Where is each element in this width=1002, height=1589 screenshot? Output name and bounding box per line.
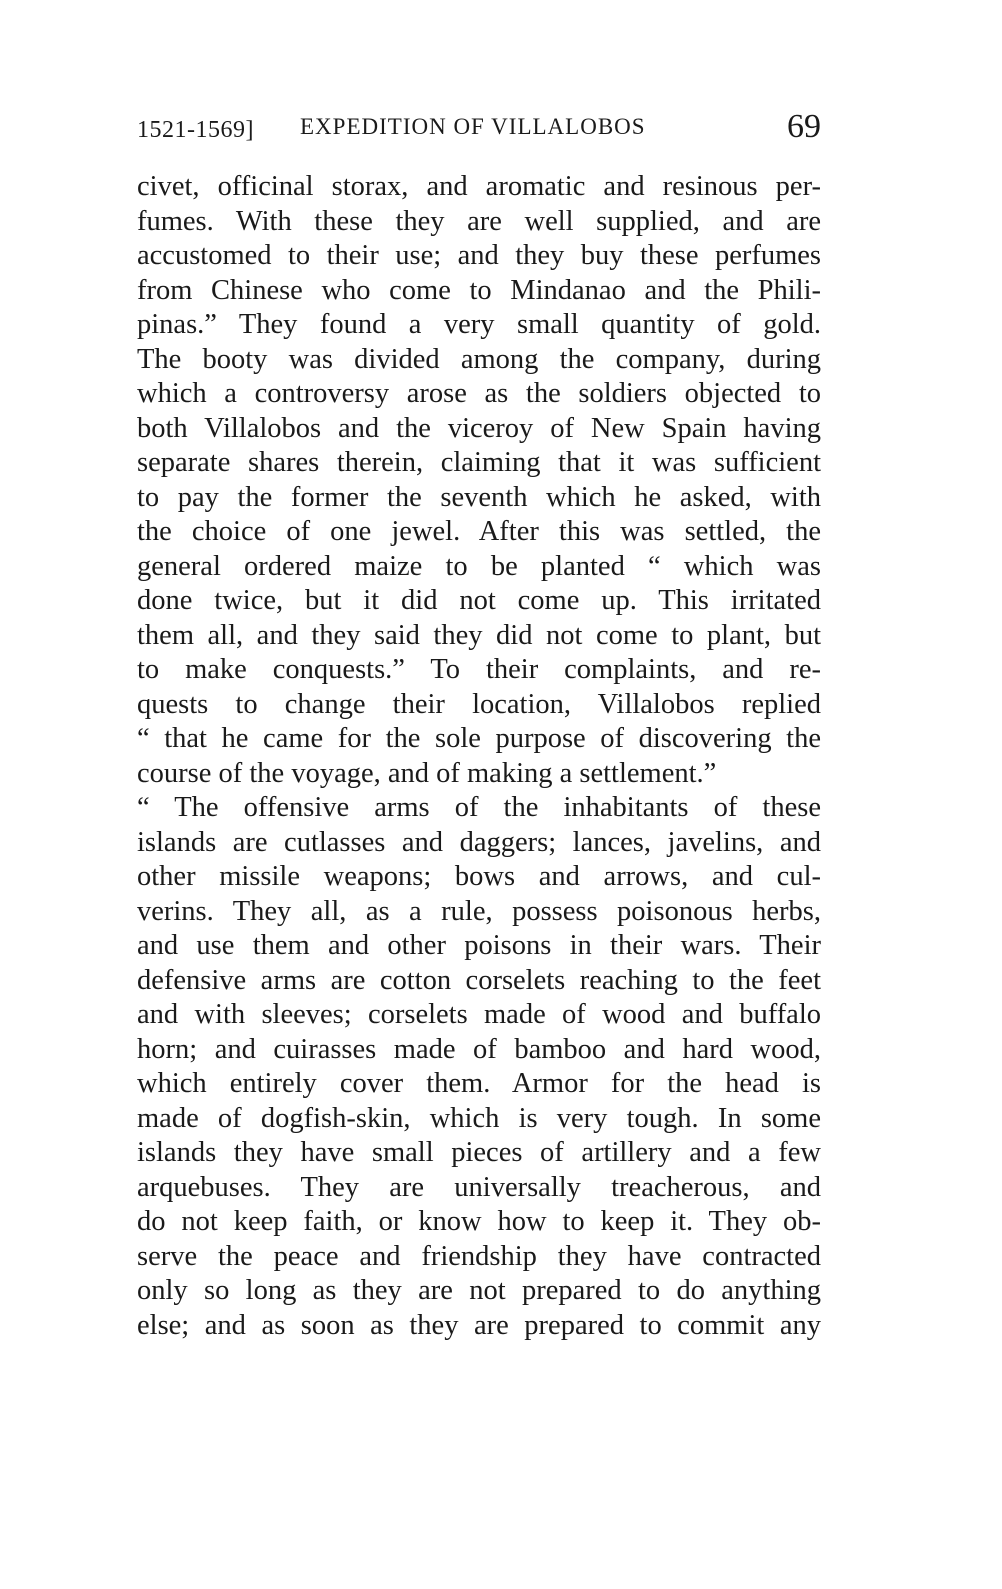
text-line: pinas.” They found a very small quantity of gold. <box>137 309 821 340</box>
text-line: the choice of one jewel. After this was settled, the <box>137 516 821 547</box>
text-line: serve the peace and friendship they have contracted <box>137 1240 821 1272</box>
text-line: accustomed to their use; and they buy these perfumes <box>137 240 821 271</box>
text-line: only so long as they are not prepared to do anything <box>137 1275 821 1306</box>
text-line: general ordered maize to be planted “ which was <box>137 550 821 582</box>
running-head <box>137 108 821 148</box>
text-line: horn; and cuirasses made of bamboo and hard wood, <box>137 1033 821 1065</box>
text-line: islands are cutlasses and daggers; lances, javelins, and <box>137 826 821 858</box>
text-line: islands they have small pieces of artillery and a few <box>137 1137 821 1168</box>
text-line: “ The offensive arms of the inhabitants of these <box>137 792 821 823</box>
text-line: to make conquests.” To their complaints, and re- <box>137 654 821 685</box>
text-line: separate shares therein, claiming that it was sufficient <box>137 447 821 478</box>
body-text <box>137 170 821 1343</box>
running-head-date-range: 1521-1569] <box>137 117 254 143</box>
text-line: The booty was divided among the company, during <box>137 343 821 375</box>
text-line: which a controversy arose as the soldiers objected to <box>137 378 821 409</box>
text-line: which entirely cover them. Armor for the head is <box>137 1068 821 1099</box>
running-head-title: EXPEDITION OF VILLALOBOS <box>300 114 646 139</box>
text-line: do not keep faith, or know how to keep it. They ob- <box>137 1206 821 1237</box>
text-line: defensive arms are cotton corselets reaching to the feet <box>137 964 821 996</box>
text-line: them all, and they said they did not come to plant, but <box>137 619 821 651</box>
text-line: and with sleeves; corselets made of wood and buffalo <box>137 999 821 1030</box>
text-line: quests to change their location, Villalobos replied <box>137 688 821 720</box>
page-number: 69 <box>787 108 821 145</box>
text-line: done twice, but it did not come up. This irritated <box>137 585 821 616</box>
text-line: civet, officinal storax, and aromatic and resinous per- <box>137 171 821 202</box>
text-line: else; and as soon as they are prepared to commit any <box>137 1309 821 1341</box>
text-line: course of the voyage, and of making a settlement.” <box>137 757 717 789</box>
text-line: to pay the former the seventh which he asked, with <box>137 481 821 513</box>
text-line: verins. They all, as a rule, possess poisonous herbs, <box>137 895 821 927</box>
text-line: arquebuses. They are universally treacherous, and <box>137 1171 821 1203</box>
text-line: other missile weapons; bows and arrows, and cul- <box>137 861 821 892</box>
text-line: made of dogfish-skin, which is very tough. In some <box>137 1102 821 1134</box>
text-line: from Chinese who come to Mindanao and the Phili- <box>137 274 821 306</box>
text-line: fumes. With these they are well supplied, and are <box>137 205 821 237</box>
text-line: and use them and other poisons in their wars. Their <box>137 930 821 961</box>
text-line: both Villalobos and the viceroy of New Spain having <box>137 412 821 444</box>
text-line: “ that he came for the sole purpose of discovering the <box>137 723 821 754</box>
